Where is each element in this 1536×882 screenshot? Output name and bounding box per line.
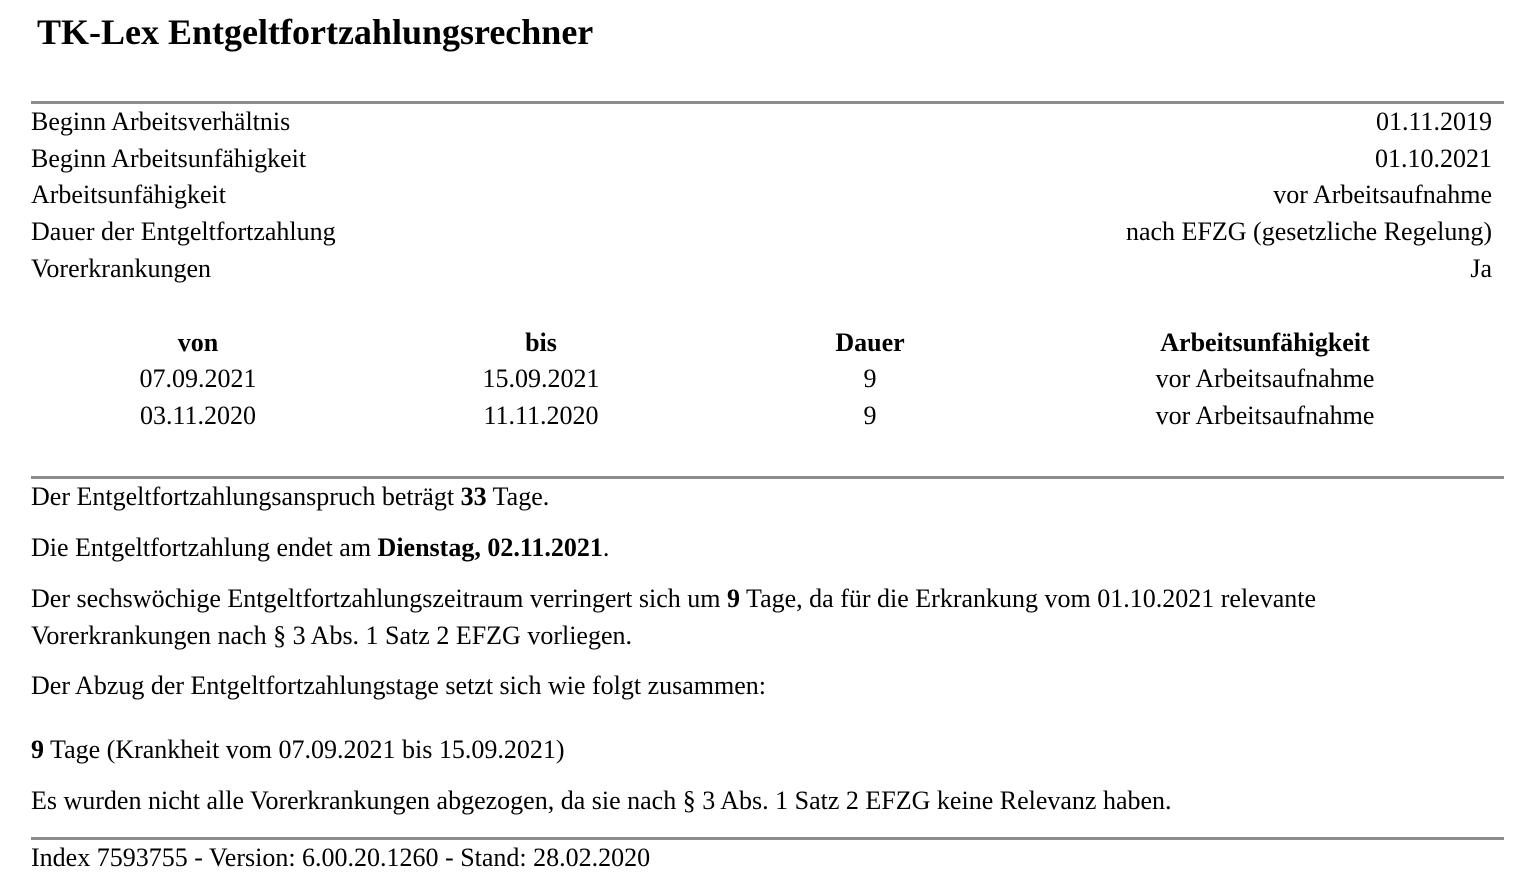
footer-version: Index 7593755 - Version: 6.00.20.1260 - Stand: 28.02.2020: [31, 843, 651, 872]
claim-summary: Der Entgeltfortzahlungsanspruch beträgt 33 Tage.: [31, 482, 550, 511]
info-value: 01.11.2019: [1375, 107, 1492, 136]
end-date-summary: Die Entgeltfortzahlung endet am Dienstag, 02.11.2021.: [31, 533, 610, 562]
table-cell: 9: [863, 401, 877, 430]
info-value: vor Arbeitsaufnahme: [1273, 180, 1492, 209]
info-label: Beginn Arbeitsunfähigkeit: [31, 144, 307, 173]
table-header-incapacity: Arbeitsunfähigkeit: [1160, 328, 1370, 357]
info-row-employment-start: [31, 103, 1492, 140]
deduction-intro: Der Abzug der Entgeltfortzahlungstage setzt sich wie folgt zusammen:: [31, 671, 766, 700]
reduction-days: 9: [726, 584, 740, 613]
info-value: Ja: [1470, 254, 1492, 283]
table-cell: 11.11.2020: [483, 401, 599, 430]
table-cell: 15.09.2021: [482, 364, 600, 393]
info-value: nach EFZG (gesetzliche Regelung): [1125, 217, 1492, 246]
info-row-incapacity: [31, 176, 1492, 213]
deduction-note: Es wurden nicht alle Vorerkrankungen abgezogen, da sie nach § 3 Abs. 1 Satz 2 EFZG keine Relevanz haben.: [31, 786, 1172, 815]
table-cell: vor Arbeitsaufnahme: [1155, 401, 1375, 430]
info-label: Vorerkrankungen: [31, 254, 212, 283]
info-label: Beginn Arbeitsverhältnis: [31, 107, 291, 136]
deduction-item: 9 Tage (Krankheit vom 07.09.2021 bis 15.09.2021): [31, 735, 565, 764]
end-date: Dienstag, 02.11.2021: [377, 533, 603, 562]
table-cell: 9: [863, 364, 877, 393]
reduction-summary: Der sechswöchige Entgeltfortzahlungszeitraum verringert sich um 9 Tage, da für die Erkrankung vom 01.10.2021 relevante Vorerkrankungen nach § 3 Abs. 1 Satz 2 EFZG vorliegen.: [31, 584, 1317, 650]
info-value: 01.10.2021: [1375, 144, 1492, 173]
info-row-incapacity-start: [31, 140, 1492, 177]
page-title: TK-Lex Entgeltfortzahlungsrechner: [37, 12, 594, 52]
table-cell: vor Arbeitsaufnahme: [1155, 364, 1375, 393]
info-label: Dauer der Entgeltfortzahlung: [31, 217, 336, 246]
info-row-continued-pay-duration: [31, 213, 1492, 250]
table-header-from: von: [177, 328, 219, 357]
info-label: Arbeitsunfähigkeit: [31, 180, 226, 209]
info-row-previous-illnesses: [31, 250, 1492, 287]
table-cell: 03.11.2020: [139, 401, 257, 430]
table-header-duration: Dauer: [835, 328, 905, 357]
table-header-to: bis: [525, 328, 557, 357]
deduction-days: 9: [31, 735, 44, 764]
table-cell: 07.09.2021: [139, 364, 257, 393]
claim-days: 33: [460, 482, 487, 511]
